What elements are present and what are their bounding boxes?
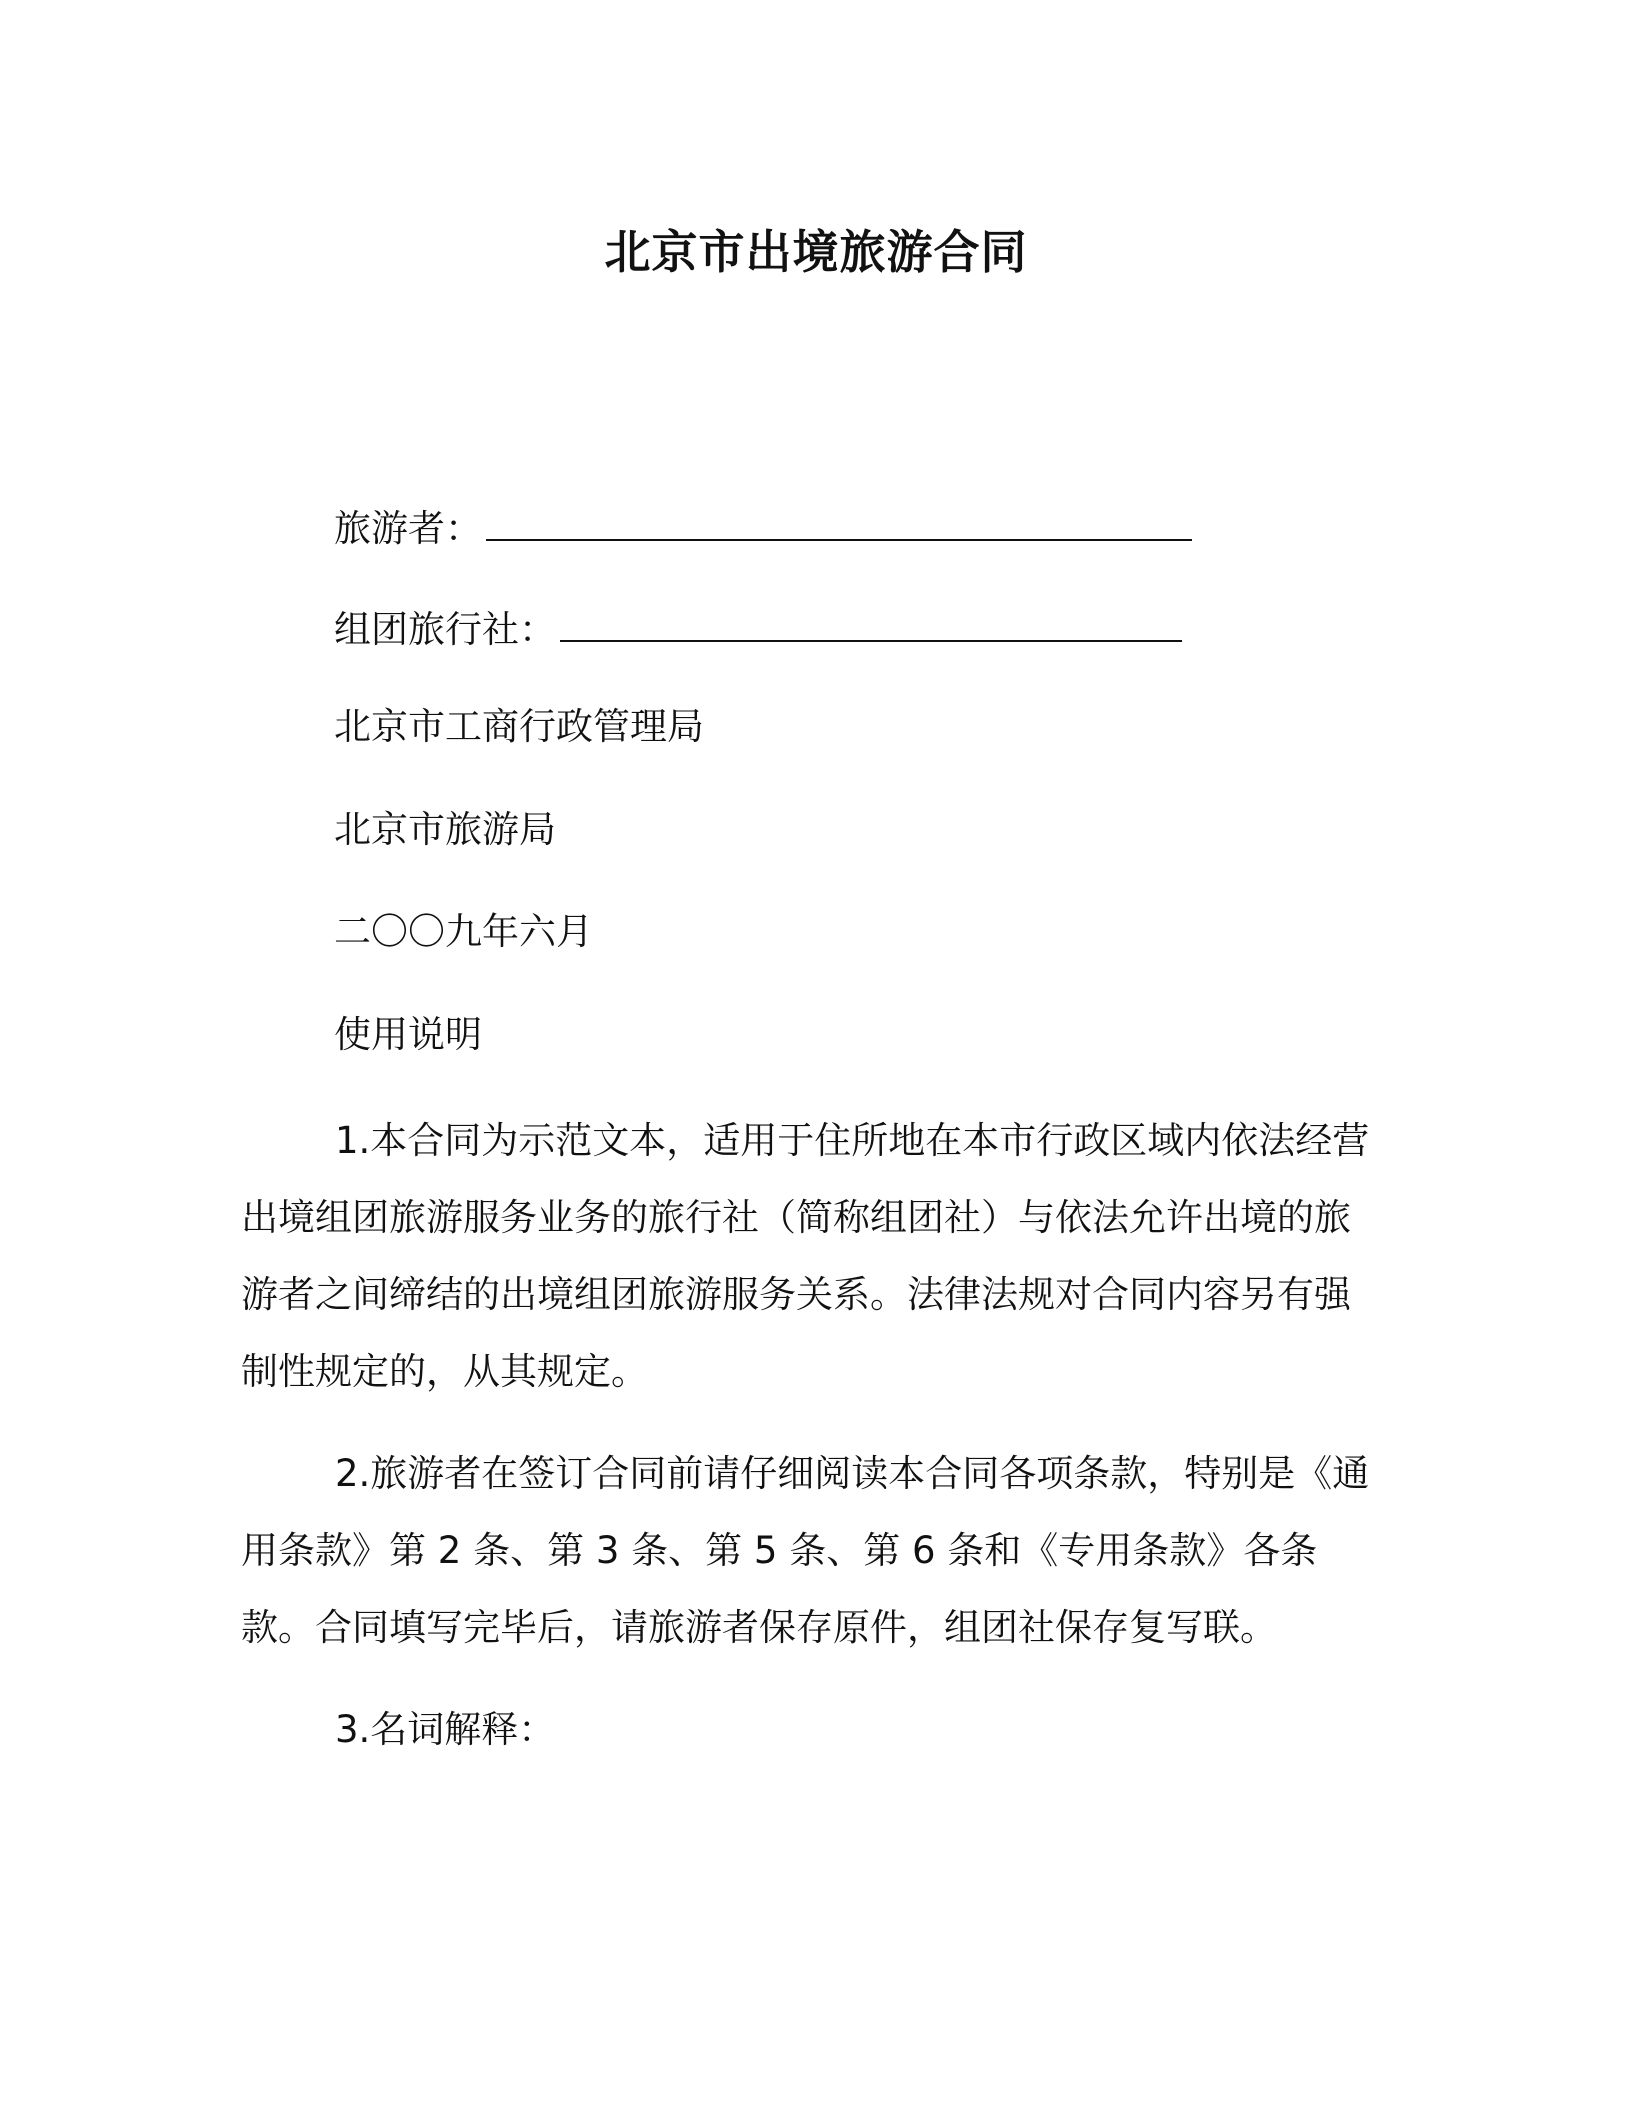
instruction-paragraph-3: 3.名词解释： bbox=[335, 1708, 556, 1751]
document-title: 北京市出境旅游合同 bbox=[604, 225, 1028, 279]
issuer-tourism-bureau: 北京市旅游局 bbox=[334, 808, 556, 851]
tourist-blank-line[interactable] bbox=[486, 503, 1192, 541]
instruction-paragraph-1: 1.本合同为示范文本，适用于住所地在本市行政区域内依法经营出境组团旅游服务业务的旅行社（简称组团社）与依法允许出境的旅游者之间缔结的出境组团旅游服务关系。法律法规对合同内容另有强制性规定的，从其规定。 bbox=[241, 1119, 1370, 1393]
agency-field bbox=[334, 604, 1182, 655]
tourist-field bbox=[334, 503, 1192, 554]
instruction-paragraph-2: 2.旅游者在签订合同前请仔细阅读本合同各项条款，特别是《通用条款》第 2 条、第 3 条、第 5 条、第 6 条和《专用条款》各条款。合同填写完毕后，请旅游者保存原件，组团社保存复写联。 bbox=[241, 1452, 1370, 1649]
agency-label: 组团旅行社： bbox=[334, 608, 556, 651]
instructions-heading: 使用说明 bbox=[334, 1013, 482, 1056]
issuer-commerce-bureau: 北京市工商行政管理局 bbox=[334, 705, 704, 748]
tourist-label: 旅游者： bbox=[334, 507, 482, 550]
issue-date: 二〇〇九年六月 bbox=[334, 910, 593, 953]
agency-blank-line[interactable] bbox=[560, 604, 1182, 642]
